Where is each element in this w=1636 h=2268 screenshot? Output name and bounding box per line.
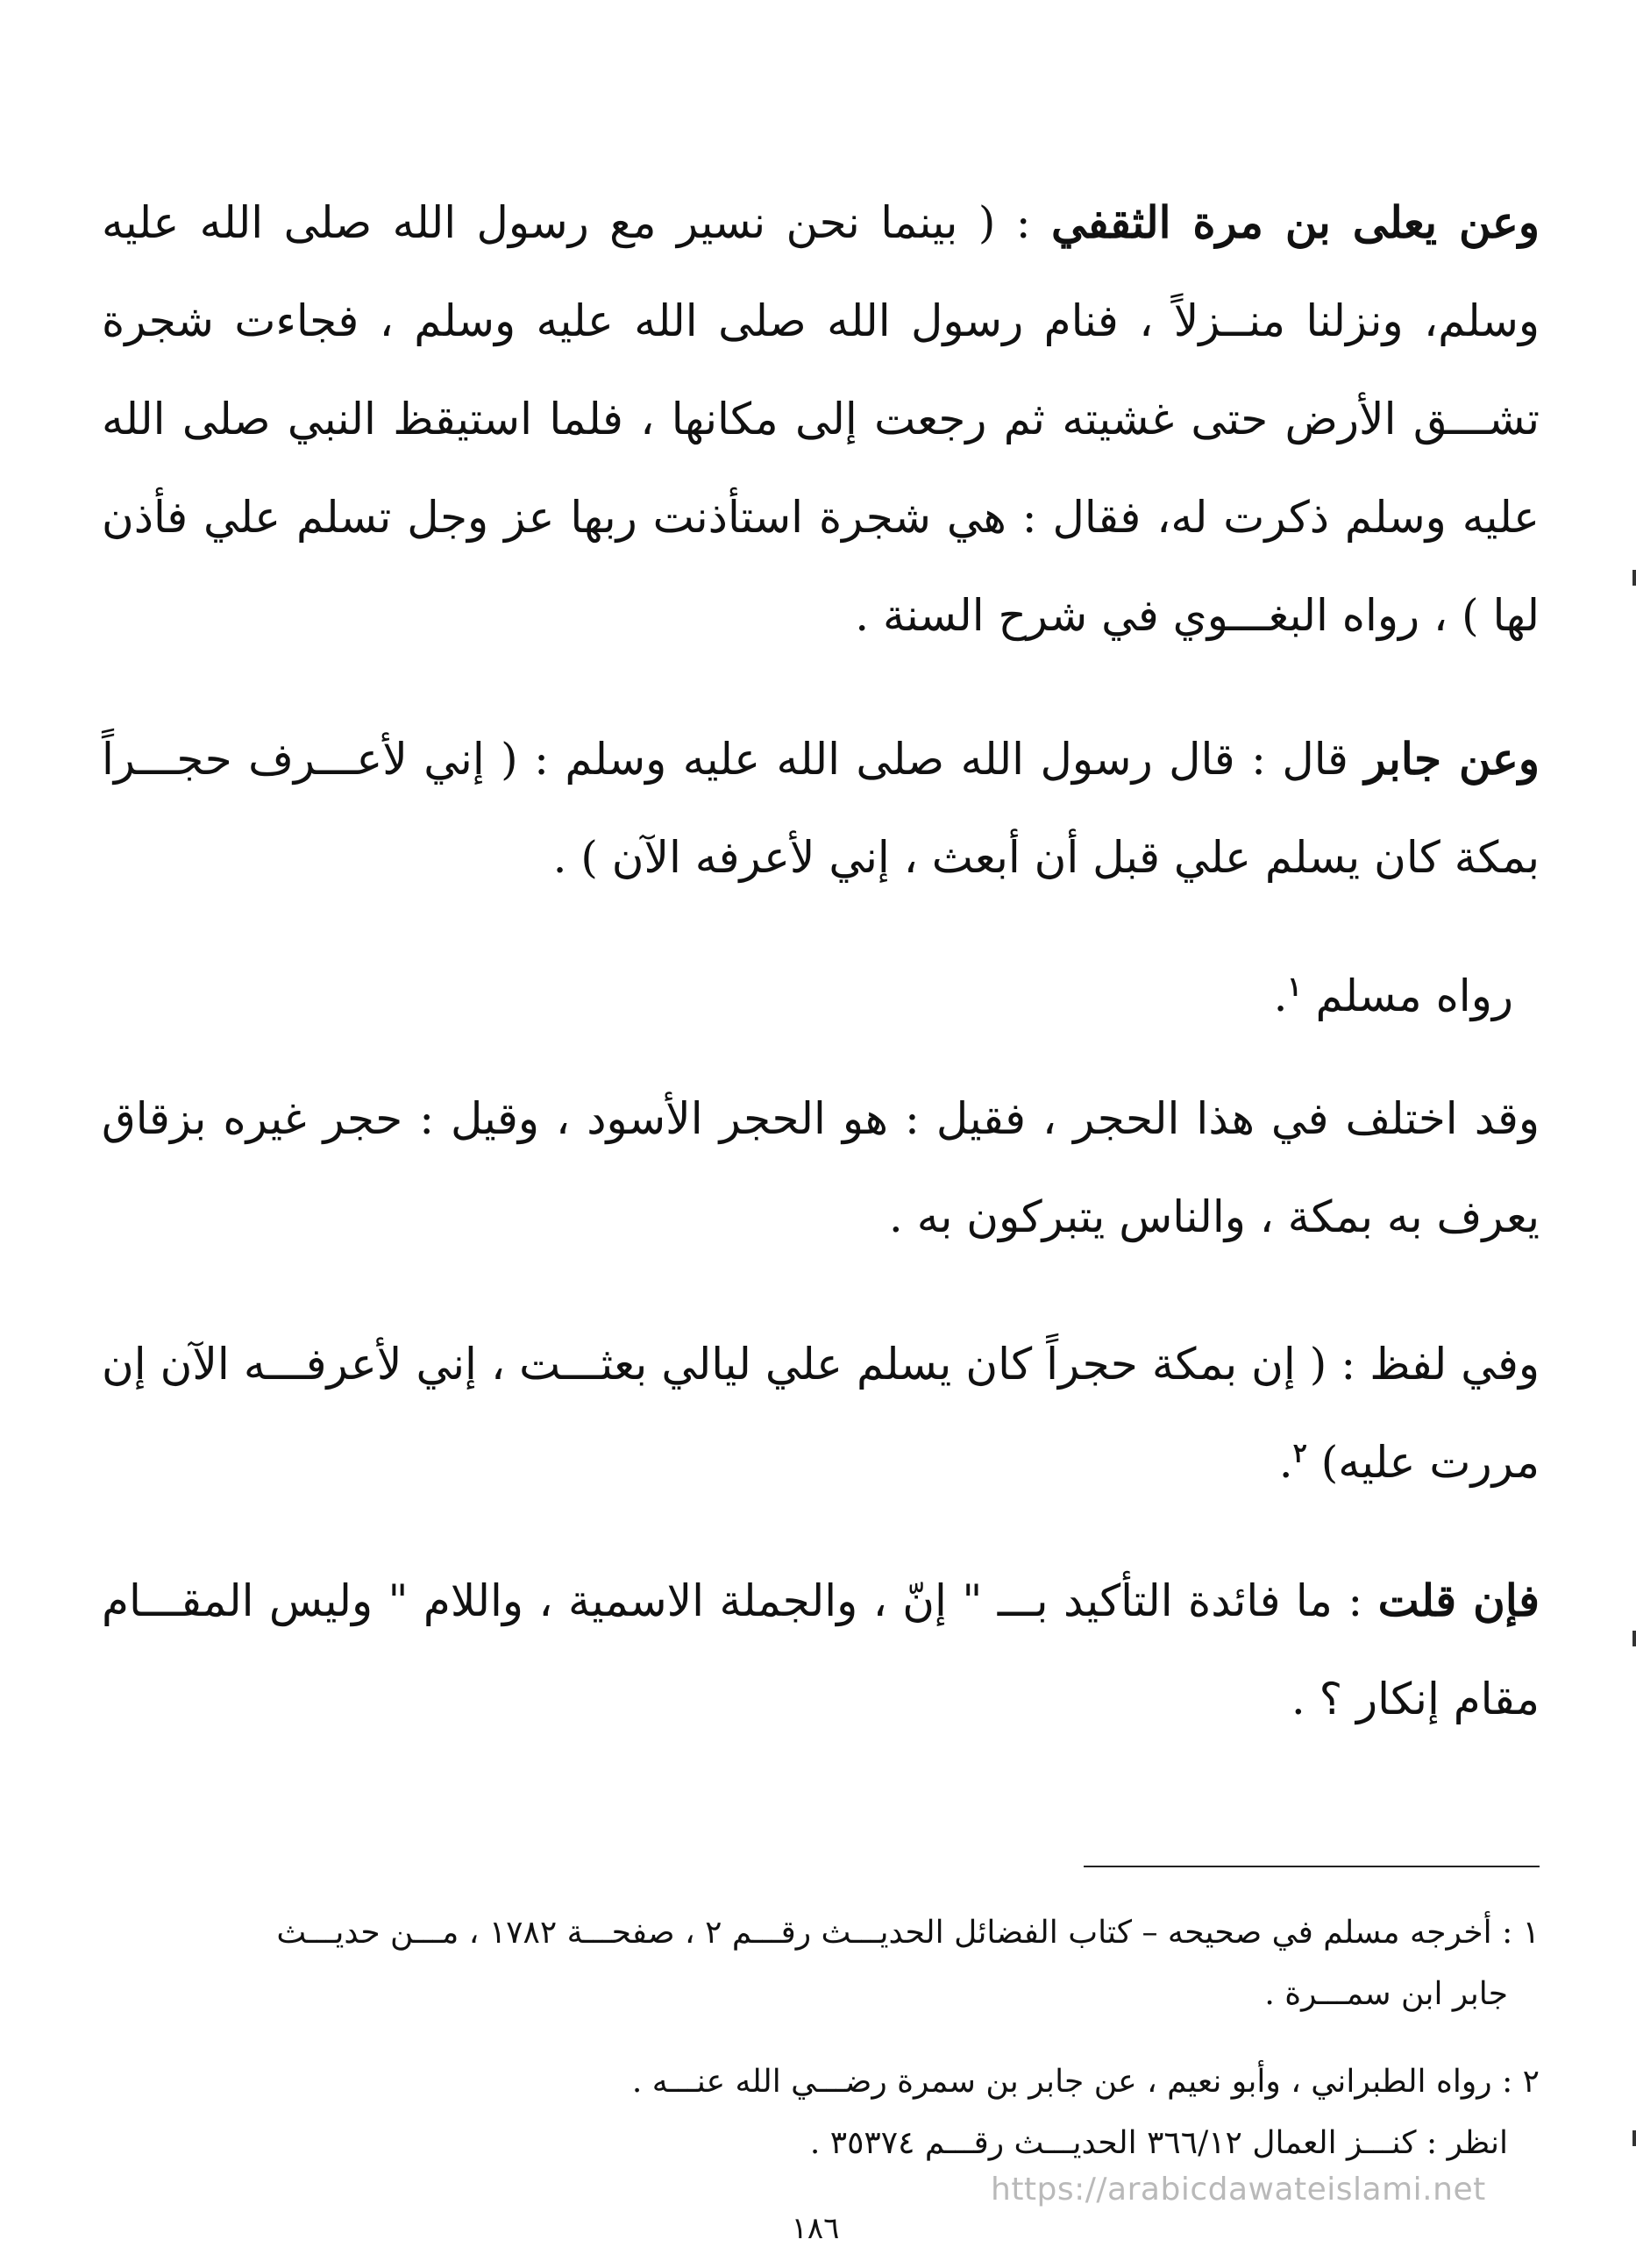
footnote-divider [1084, 1866, 1540, 1867]
footnote-1-line-2: جابر ابن سمـــرة . [1264, 1976, 1508, 2012]
scan-margin-mark [1632, 2130, 1636, 2146]
paragraph-text: : ما فائدة التأكيد بـــ " إنّ ، والجملة الاسمية ، واللام " وليس المقـــام مقام إنكار ؟ . [102, 1575, 1540, 1724]
footnote-2 [102, 2051, 1540, 2174]
question-lead: فإن قلت [1377, 1575, 1540, 1626]
period: . [1273, 970, 1288, 1021]
narrator-name: وعن يعلى بن مرة الثقفي [1051, 196, 1540, 248]
page-number: ١٨٦ [791, 2211, 840, 2246]
footnote-2-line-1: ٢ : رواه الطبراني ، وأبو نعيم ، عن جابر بن سمرة رضـــي الله عنـــه . [631, 2064, 1540, 2100]
footnote-ref-1[interactable]: ١ [1287, 971, 1302, 1003]
paragraph-alternate-wording [102, 1315, 1540, 1511]
scan-margin-mark [1632, 570, 1636, 586]
footnote-2-line-2: انظر : كنـــز العمال ٣٦٦/١٢ الحديـــث رقـــم ٣٥٣٧٤ . [809, 2125, 1508, 2161]
paragraph-text: وفي لفظ : ( إن بمكة حجراً كان يسلم علي ليالي بعثـــت ، إني لأعرفـــه الآن إن مررت عليه) [102, 1339, 1540, 1488]
paragraph-text: رواه مسلم [1315, 970, 1513, 1021]
narrator-name: وعن جابر [1364, 733, 1540, 785]
paragraph-yala-hadith [102, 174, 1540, 665]
paragraph-jabir-hadith [102, 710, 1540, 906]
paragraph-text: : ( بينما نحن نسير مع رسول الله صلى الله عليه وسلم، ونزلنا منــزلاً ، فنام رسول الله صلى الله عليه وسلم ، فجاءت شجرة تشـــق الأرض حتى غشيته ثم رجعت إلى مكانها ، فلما استيقظ النبي صلى الله عليه وسلم ذكرت له، فقال : هي شجرة استأذنت ربها عز وجل تسلم علي فأذن لها ) ، رواه البغـــوي في شرح السنة . [102, 197, 1540, 641]
paragraph-narrated-by-muslim [75, 947, 1540, 1045]
scan-margin-mark [1632, 1631, 1636, 1646]
paragraph-text: قال : قال رسول الله صلى الله عليه وسلم : ( إني لأعـــرف حجـــراً بمكة كان يسلم علي قبل أن أبعث ، إني لأعرفه الآن ) . [102, 734, 1540, 883]
footnote-1-line-1: ١ : أخرجه مسلم في صحيحه – كتاب الفضائل الحديـــث رقـــم ٢ ، صفحـــة ١٧٨٢ ، مـــن حديـــث [276, 1915, 1540, 1951]
paragraph-stone-discussion [102, 1070, 1540, 1266]
period: . [1278, 1437, 1293, 1488]
paragraph-text: وقد اختلف في هذا الحجر ، فقيل : هو الحجر الأسود ، وقيل : حجر غيره بزقاق يعرف به بمكة ، والناس يتبركون به . [102, 1093, 1540, 1242]
footnote-1 [102, 1902, 1540, 2025]
footnote-ref-2[interactable]: ٢ [1292, 1438, 1307, 1469]
paragraph-question [102, 1552, 1540, 1748]
website-watermark: https://arabicdawateislami.net [991, 2172, 1486, 2208]
